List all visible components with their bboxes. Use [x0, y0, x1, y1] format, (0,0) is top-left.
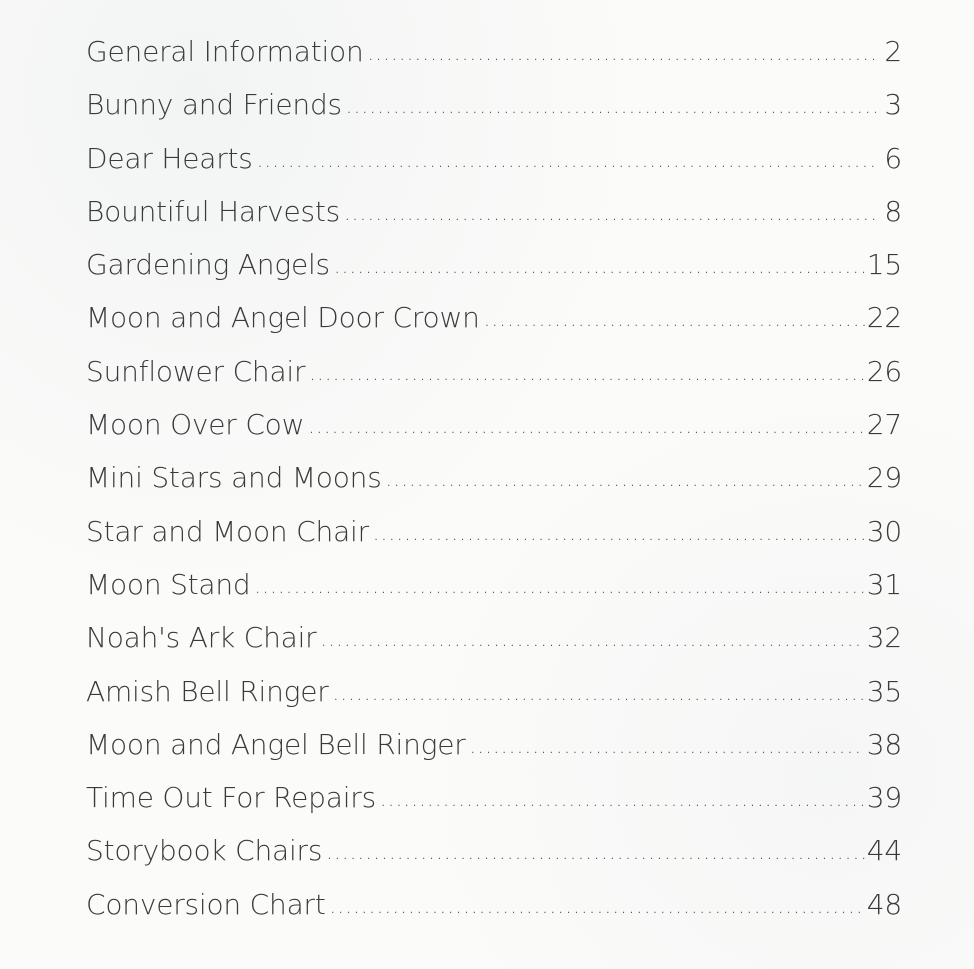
toc-entry-title: Moon and Angel Door Crown [86, 301, 480, 335]
toc-entry [86, 408, 902, 461]
toc-entry-title: Moon Over Cow [86, 408, 305, 442]
toc-entry-title: Bunny and Friends [86, 88, 342, 122]
toc-entry-page: 30 [866, 514, 902, 548]
toc-dot-leader [334, 254, 865, 278]
toc-dot-leader [484, 307, 865, 331]
toc-dot-leader [255, 574, 865, 598]
toc-dot-leader [346, 94, 876, 118]
toc-entry [86, 195, 902, 248]
toc-entry-page: 35 [866, 674, 902, 708]
toc-entry-page: 3 [884, 88, 902, 122]
toc-entry-page: 22 [866, 301, 902, 335]
toc-entry [86, 515, 902, 568]
toc-entry-page: 26 [866, 354, 902, 388]
toc-entry-page: 48 [866, 887, 902, 921]
toc-dot-leader [257, 148, 876, 172]
toc-entry-title: Moon and Angel Bell Ringer [86, 727, 466, 761]
toc-entry-page: 32 [866, 621, 902, 655]
toc-entry-title: Gardening Angels [86, 248, 330, 282]
toc-entry [86, 301, 902, 354]
toc-entry-page: 8 [884, 194, 902, 228]
toc-entry [86, 888, 902, 941]
toc-dot-leader [380, 787, 865, 811]
toc-dot-leader [321, 627, 865, 651]
toc-entry-title: Sunflower Chair [86, 354, 306, 388]
toc-entry-title: Star and Moon Chair [86, 514, 369, 548]
toc-dot-leader [309, 361, 864, 385]
toc-entry [86, 781, 902, 834]
toc-entry-title: Moon Stand [86, 567, 251, 601]
toc-dot-leader [373, 521, 865, 545]
toc-entry-title: Bountiful Harvests [86, 194, 341, 228]
toc-entry [86, 142, 902, 195]
toc-entry-page: 38 [866, 727, 902, 761]
toc-entry-page: 31 [866, 567, 902, 601]
toc-entry [86, 248, 902, 301]
toc-entry-title: Storybook Chairs [86, 834, 323, 868]
toc-entry [86, 728, 902, 781]
toc-entry-page: 29 [866, 461, 902, 495]
toc-entry [86, 568, 902, 621]
toc-entry-title: Amish Bell Ringer [86, 674, 329, 708]
toc-entry-page: 15 [866, 248, 902, 282]
toc-entry-title: Dear Hearts [86, 141, 253, 175]
table-of-contents [86, 35, 902, 941]
toc-entry [86, 88, 902, 141]
toc-entry-page: 44 [866, 834, 902, 868]
toc-dot-leader [330, 894, 865, 918]
toc-entry-title: Conversion Chart [86, 887, 326, 921]
toc-dot-leader [326, 840, 865, 864]
toc-entry-page: 2 [884, 35, 902, 68]
toc-entry [86, 461, 902, 514]
toc-dot-leader [308, 414, 864, 438]
toc-entry [86, 834, 902, 887]
toc-dot-leader [386, 467, 865, 491]
toc-dot-leader [344, 201, 876, 225]
toc-entry [86, 675, 902, 728]
toc-entry-title: Time Out For Repairs [86, 781, 376, 815]
toc-entry [86, 621, 902, 674]
toc-entry-page: 39 [866, 781, 902, 815]
toc-dot-leader [470, 734, 865, 758]
toc-entry [86, 355, 902, 408]
toc-entry-page: 6 [884, 141, 902, 175]
toc-dot-leader [333, 681, 865, 705]
toc-dot-leader [368, 41, 876, 65]
toc-entry-title: Noah's Ark Chair [86, 621, 317, 655]
toc-entry-title: General Information [86, 35, 364, 68]
toc-entry-page: 27 [866, 408, 902, 442]
toc-entry [86, 35, 902, 88]
toc-entry-title: Mini Stars and Moons [86, 461, 382, 495]
